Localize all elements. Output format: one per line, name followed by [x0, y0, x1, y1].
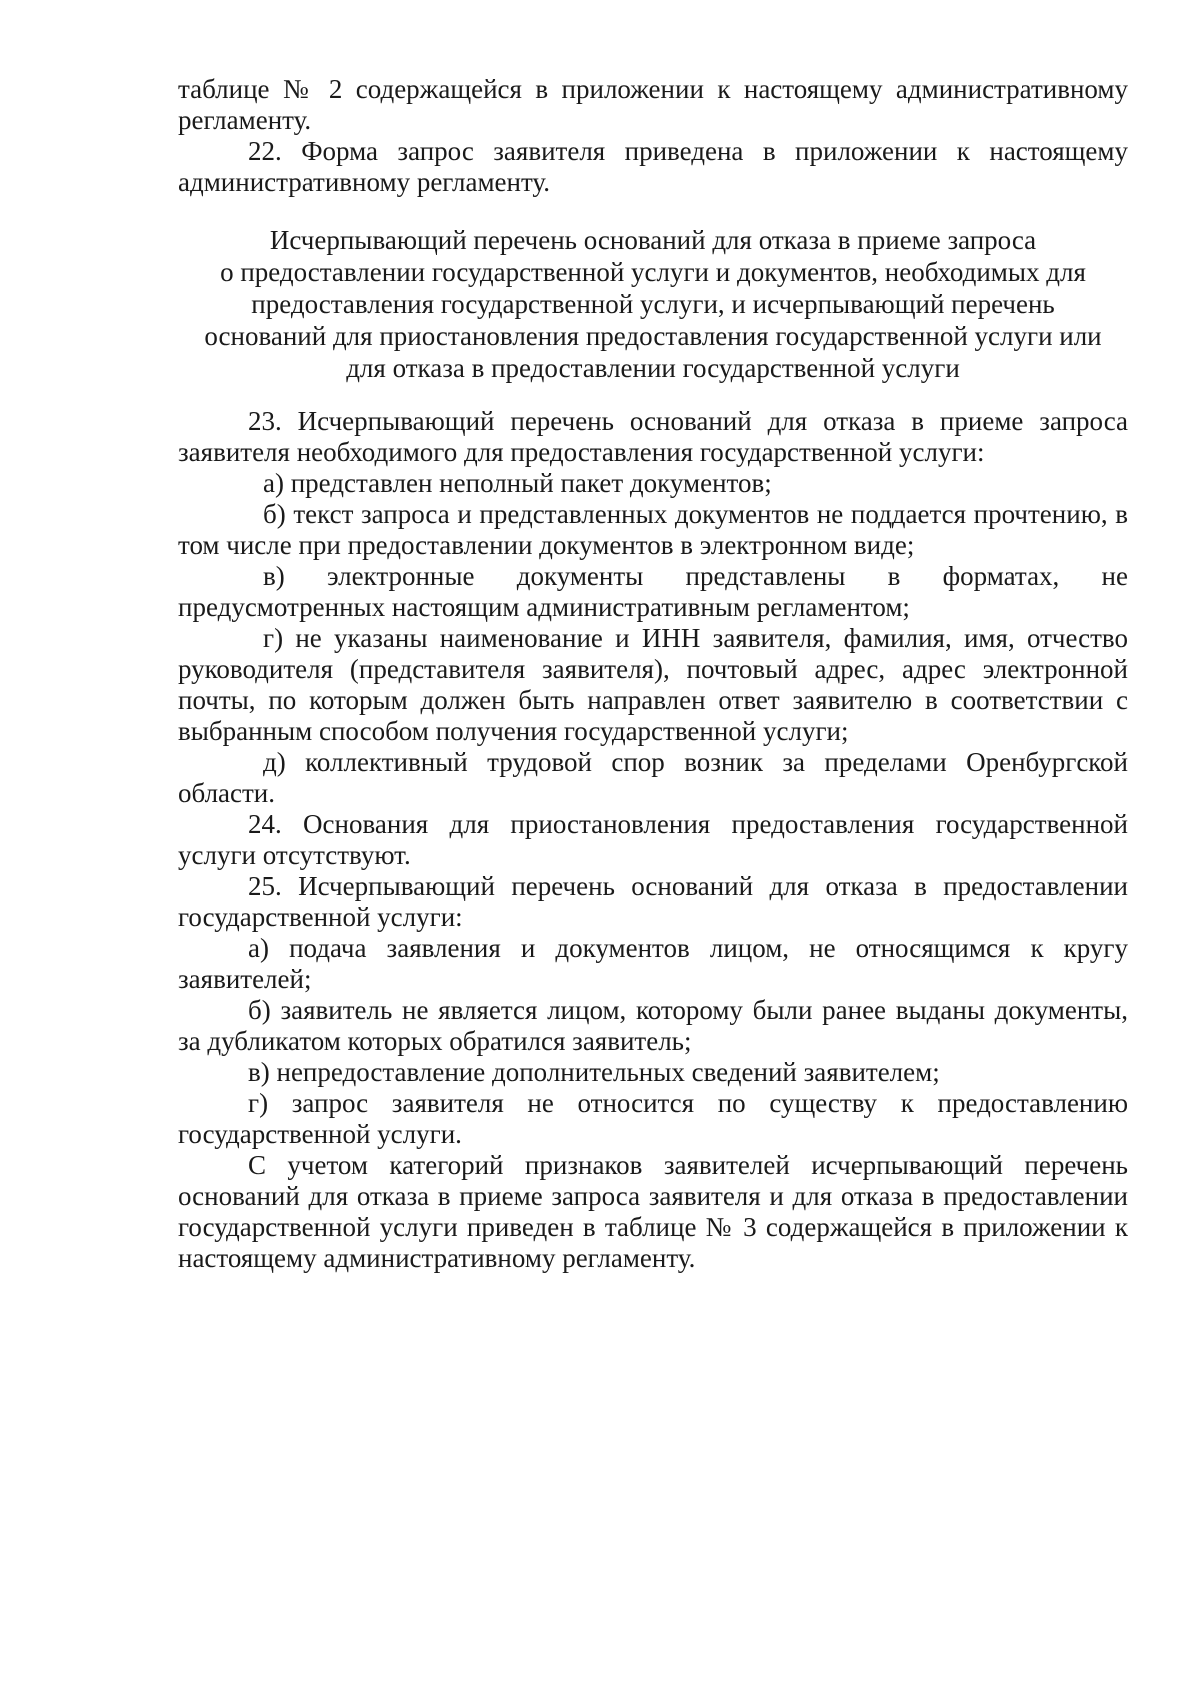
item-23-lead: 23. Исчерпывающий перечень оснований для отказа в приеме запроса заявителя необходимого для предоставления государственной услуги:	[178, 406, 1128, 467]
document-page	[178, 74, 1128, 1274]
item-25-b: б) заявитель не является лицом, которому были ранее выданы документы, за дубликатом которых обратился заявитель;	[178, 995, 1128, 1056]
heading-line: предоставления государственной услуги, и исчерпывающий перечень	[251, 289, 1055, 319]
item-25-lead: 25. Исчерпывающий перечень оснований для отказа в предоставлении государственной услуги:	[178, 871, 1128, 932]
intro-paragraph: таблице № 2 содержащейся в приложении к настоящему административному регламенту.	[178, 74, 1128, 135]
item-23-d: д) коллективный трудовой спор возник за пределами Оренбургской области.	[178, 747, 1128, 808]
item-23-g: г) не указаны наименование и ИНН заявителя, фамилия, имя, отчество руководителя (представителя заявителя), почтовый адрес, адрес электронной почты, по которым должен быть направлен ответ заявителю в соответствии с выбранным способом получения государственной услуги;	[178, 623, 1128, 746]
item-23-a: а) представлен неполный пакет документов;	[263, 468, 772, 498]
item-23-v: в) электронные документы представлены в форматах, не предусмотренных настоящим административным регламентом;	[178, 561, 1128, 622]
item-25-a: а) подача заявления и документов лицом, не относящимся к кругу заявителей;	[178, 933, 1128, 994]
item-24: 24. Основания для приостановления предоставления государственной услуги отсутствуют.	[178, 809, 1128, 870]
item-25-v: в) непредоставление дополнительных сведений заявителем;	[248, 1057, 940, 1087]
item-22: 22. Форма запрос заявителя приведена в приложении к настоящему административному регламенту.	[178, 136, 1128, 197]
heading-line: оснований для приостановления предоставления государственной услуги или	[204, 321, 1102, 351]
section-heading	[178, 224, 1128, 384]
item-25-g: г) запрос заявителя не относится по существу к предоставлению государственной услуги.	[178, 1088, 1128, 1149]
closing-paragraph: С учетом категорий признаков заявителей исчерпывающий перечень оснований для отказа в приеме запроса заявителя и для отказа в предоставлении государственной услуги приведен в таблице № 3 содержащейся в приложении к настоящему административному регламенту.	[178, 1150, 1128, 1273]
heading-line: Исчерпывающий перечень оснований для отказа в приеме запроса	[269, 225, 1037, 255]
heading-line: для отказа в предоставлении государственной услуги	[346, 353, 960, 383]
item-23-b: б) текст запроса и представленных документов не поддается прочтению, в том числе при предоставлении документов в электронном виде;	[178, 499, 1128, 560]
heading-line: о предоставлении государственной услуги и документов, необходимых для	[220, 257, 1086, 287]
